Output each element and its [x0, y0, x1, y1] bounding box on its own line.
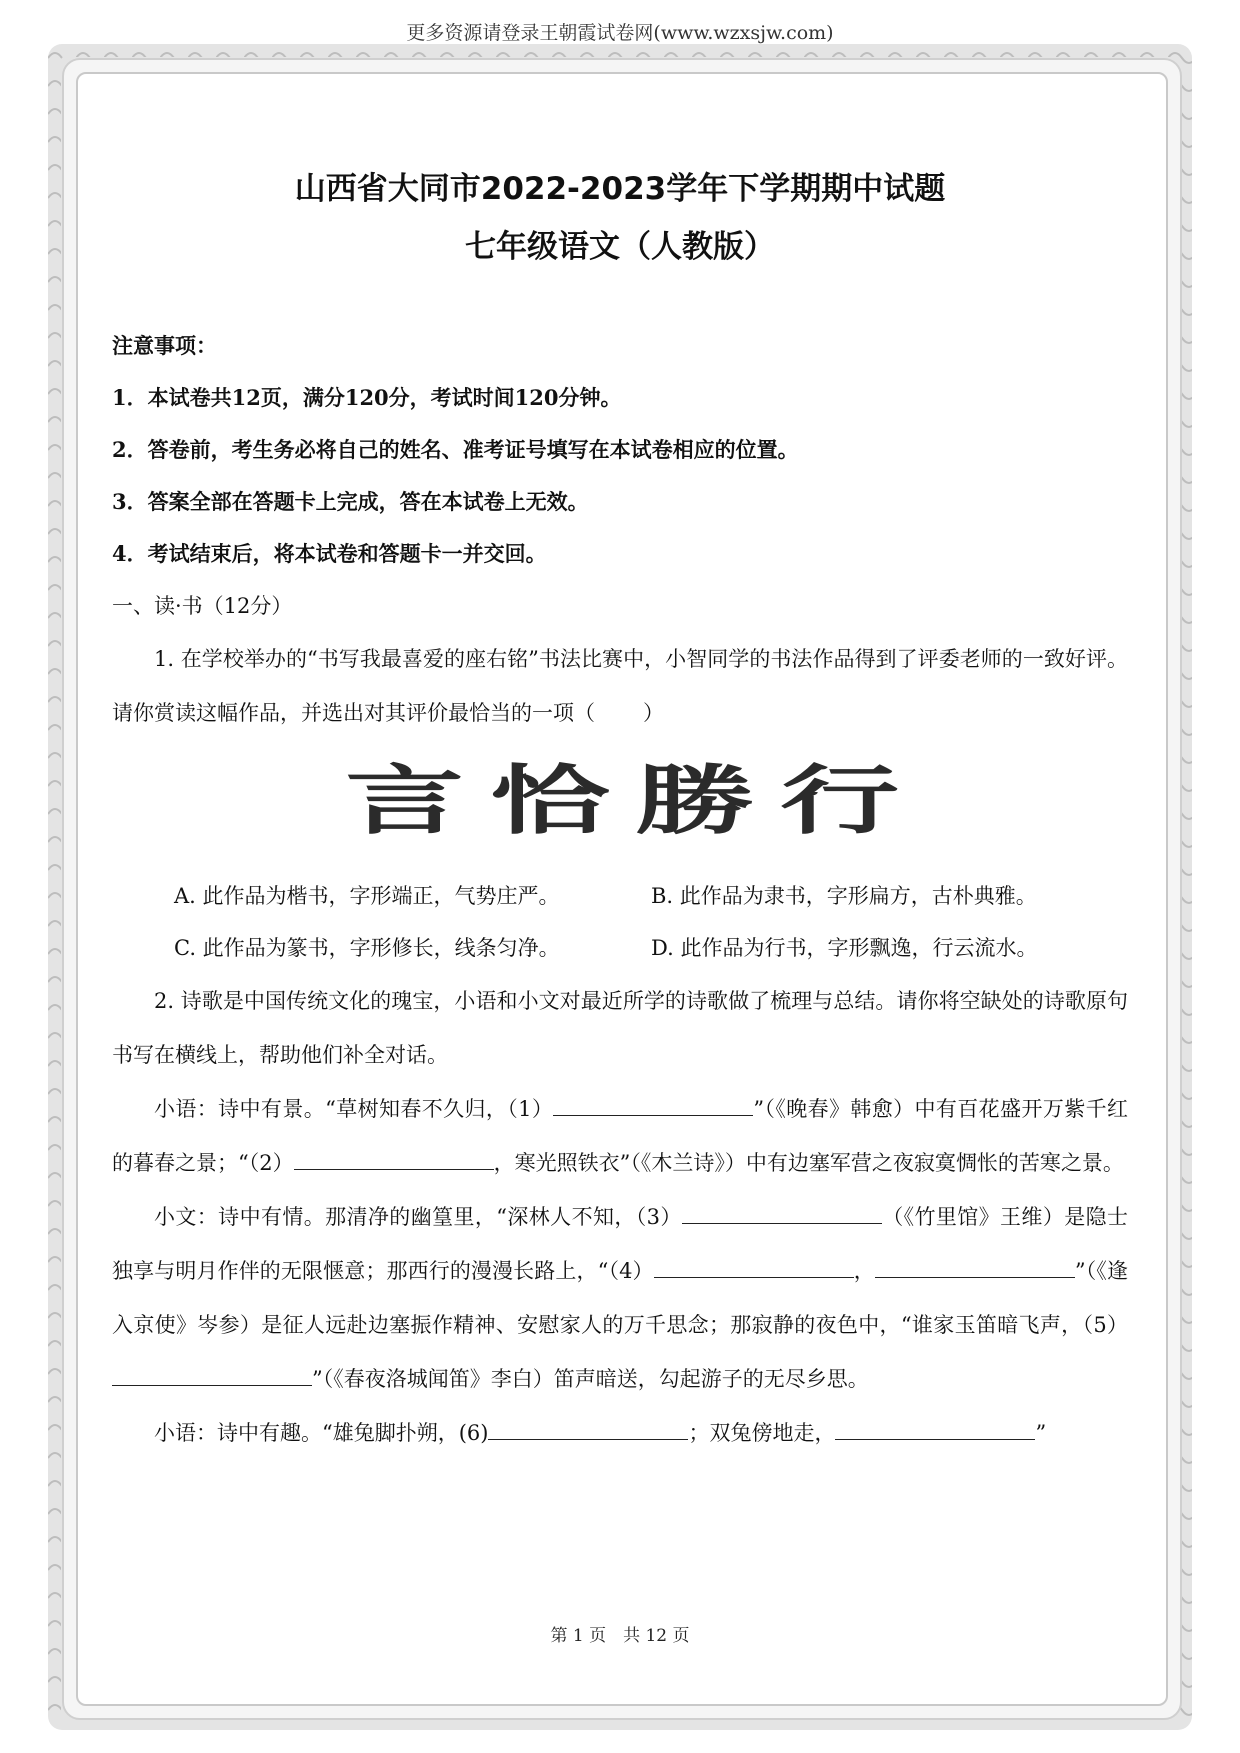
dialogue-paragraph: 小语：诗中有趣。“雄兔脚扑朔，(6) ；双兔傍地走， ” [154, 1421, 1047, 1445]
notice-item: 1．本试卷共12页，满分120分，考试时间120分钟。 [112, 385, 622, 410]
calligraphy-char: 恰 [490, 755, 604, 845]
site-header: 更多资源请登录王朝霞试卷网(www.wzxsjw.com) [406, 22, 834, 44]
question-2-stem: 2. 诗歌是中国传统文化的瑰宝，小语和小文对最近所学的诗歌做了梳理与总结。请你将空缺处的诗歌原句书写在横线上，帮助他们补全对话。 [112, 989, 1128, 1067]
exam-content [112, 160, 1128, 1460]
answer-blank [488, 1419, 688, 1440]
answer-blank [294, 1149, 494, 1170]
answer-blank [682, 1203, 882, 1224]
answer-blank [875, 1257, 1075, 1278]
calligraphy-char: 言 [345, 755, 459, 845]
question-1-stem: 1. 在学校举办的“书写我最喜爱的座右铭”书法比赛中，小智同学的书法作品得到了评委老师的一致好评。请你赏读这幅作品，并选出对其评价最恰当的一项（ ） [112, 647, 1129, 725]
calligraphy-artwork [342, 748, 898, 856]
answer-blank [553, 1095, 753, 1116]
notice-item: 4．考试结束后，将本试卷和答题卡一并交回。 [112, 541, 547, 566]
calligraphy-char: 勝 [635, 755, 749, 845]
page-number: 第 1 页 共 12 页 [550, 1626, 690, 1646]
answer-blank [835, 1419, 1035, 1440]
calligraphy-char: 行 [780, 755, 894, 845]
section-heading: 一、读·书（12分） [112, 594, 293, 618]
notice-item: 2．答卷前，考生务必将自己的姓名、准考证号填写在本试卷相应的位置。 [112, 437, 799, 462]
option-a: A. 此作品为楷书，字形端正，气势庄严。 [174, 884, 560, 908]
notice-item: 3．答案全部在答题卡上完成，答在本试卷上无效。 [112, 489, 589, 514]
answer-blank [112, 1365, 312, 1386]
option-d: D. 此作品为行书，字形飘逸，行云流水。 [651, 936, 1038, 960]
question-1-options [112, 870, 1128, 974]
exam-title: 山西省大同市2022-2023学年下学期期中试题 [294, 171, 946, 207]
exam-subtitle: 七年级语文（人教版） [465, 229, 775, 265]
option-c: C. 此作品为篆书，字形修长，线条匀净。 [174, 936, 560, 960]
dialogue-paragraph: 小语：诗中有景。“草树知春不久归，（1） ”（《晚春》韩愈）中有百花盛开万紫千红的暮春之景；“（2） ，寒光照铁衣”（《木兰诗》）中有边塞军营之夜寂寞惆怅的苦寒之景。 [112, 1097, 1128, 1175]
dialogue-paragraph: 小文：诗中有情。那清净的幽篁里，“深林人不知，（3） （《竹里馆》王维）是隐士独享与明月作伴的无限惬意；那西行的漫漫长路上，“（4） ， ”（《逢入京使》岑参）是征人远赴边塞振作精神、安慰家人的万千思念；那寂静的夜色中，“谁家玉笛暗飞声，（5）”（《春夜洛城闻笛》李白）笛声暗送，勾起游子的无尽乡思。 [112, 1205, 1128, 1391]
answer-blank [654, 1257, 854, 1278]
option-b: B. 此作品为隶书，字形扁方，古朴典雅。 [651, 884, 1037, 908]
notice-heading: 注意事项： [112, 333, 217, 358]
